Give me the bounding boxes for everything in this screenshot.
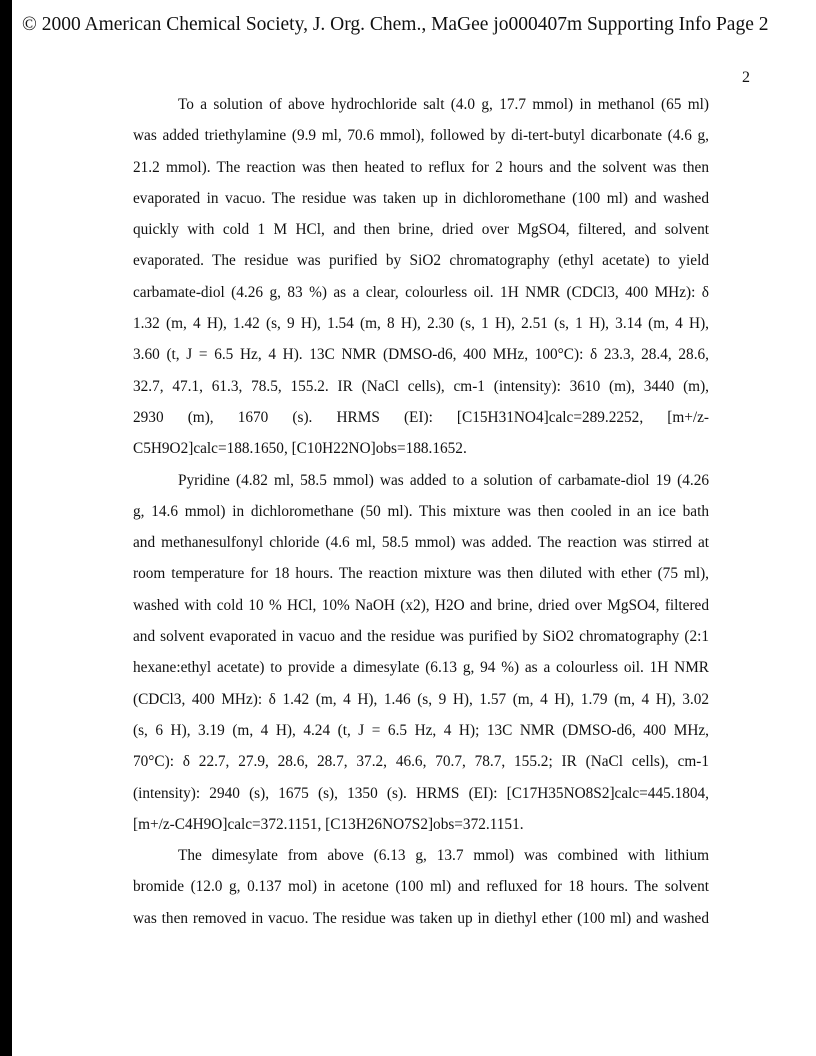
left-margin-bar [0, 0, 12, 1056]
document-body [133, 89, 709, 934]
text-line: 32.7, 47.1, 61.3, 78.5, 155.2. IR (NaCl cells), cm-1 (intensity): 3610 (m), 3440 (m), [133, 377, 709, 395]
text-line: (s, 6 H), 3.19 (m, 4 H), 4.24 (t, J = 6.5 Hz, 4 H); 13C NMR (DMSO-d6, 400 MHz, [133, 721, 709, 739]
text-line: [m+/z-C4H9O]calc=372.1151, [C13H26NO7S2]obs=372.1151. [133, 815, 524, 833]
page-number: 2 [742, 69, 750, 86]
text-line: was then removed in vacuo. The residue was taken up in diethyl ether (100 ml) and washed [133, 909, 709, 927]
text-line: The dimesylate from above (6.13 g, 13.7 mmol) was combined with lithium [178, 847, 709, 865]
text-line: evaporated in vacuo. The residue was taken up in dichloromethane (100 ml) and washed [133, 189, 709, 207]
text-line: washed with cold 10 % HCl, 10% NaOH (x2), H2O and brine, dried over MgSO4, filtered [133, 596, 709, 614]
text-line: room temperature for 18 hours. The reaction mixture was then diluted with ether (75 ml), [133, 565, 709, 583]
text-line: (CDCl3, 400 MHz): δ 1.42 (m, 4 H), 1.46 (s, 9 H), 1.57 (m, 4 H), 1.79 (m, 4 H), 3.02 [133, 690, 709, 708]
text-line: was added triethylamine (9.9 ml, 70.6 mmol), followed by di-tert-butyl dicarbonate (4.6 g, [133, 127, 709, 145]
text-line: carbamate-diol (4.26 g, 83 %) as a clear, colourless oil. 1H NMR (CDCl3, 400 MHz): δ [133, 283, 709, 301]
text-line: 21.2 mmol). The reaction was then heated to reflux for 2 hours and the solvent was then [133, 158, 709, 176]
text-line: evaporated. The residue was purified by SiO2 chromatography (ethyl acetate) to yield [133, 252, 709, 270]
text-line: 2930 (m), 1670 (s). HRMS (EI): [C15H31NO4]calc=289.2252, [m+/z- [133, 408, 709, 426]
text-line: quickly with cold 1 M HCl, and then brine, dried over MgSO4, filtered, and solvent [133, 221, 709, 239]
text-line: To a solution of above hydrochloride salt (4.0 g, 17.7 mmol) in methanol (65 ml) [178, 96, 709, 113]
text-line: g, 14.6 mmol) in dichloromethane (50 ml). This mixture was then cooled in an ice bath [133, 502, 709, 520]
page-header: © 2000 American Chemical Society, J. Org. Chem., MaGee jo000407m Supporting Info Page 2 [22, 14, 769, 35]
text-line: and methanesulfonyl chloride (4.6 ml, 58.5 mmol) was added. The reaction was stirred at [133, 534, 709, 552]
text-line: C5H9O2]calc=188.1650, [C10H22NO]obs=188.1652. [133, 440, 467, 458]
text-line: bromide (12.0 g, 0.137 mol) in acetone (100 ml) and refluxed for 18 hours. The solvent [133, 878, 709, 896]
text-line: and solvent evaporated in vacuo and the residue was purified by SiO2 chromatography (2:1 [133, 628, 709, 646]
text-line: (intensity): 2940 (s), 1675 (s), 1350 (s). HRMS (EI): [C17H35NO8S2]calc=445.1804, [133, 784, 709, 802]
text-line: 3.60 (t, J = 6.5 Hz, 4 H). 13C NMR (DMSO-d6, 400 MHz, 100°C): δ 23.3, 28.4, 28.6, [133, 346, 709, 364]
text-line: Pyridine (4.82 ml, 58.5 mmol) was added to a solution of carbamate-diol 19 (4.26 [178, 471, 709, 489]
text-line: 70°C): δ 22.7, 27.9, 28.6, 28.7, 37.2, 46.6, 70.7, 78.7, 155.2; IR (NaCl cells), cm-1 [133, 753, 709, 771]
text-line: 1.32 (m, 4 H), 1.42 (s, 9 H), 1.54 (m, 8 H), 2.30 (s, 1 H), 2.51 (s, 1 H), 3.14 (m, 4 H), [133, 315, 709, 333]
text-line: hexane:ethyl acetate) to provide a dimesylate (6.13 g, 94 %) as a colourless oil. 1H NMR [133, 659, 709, 677]
